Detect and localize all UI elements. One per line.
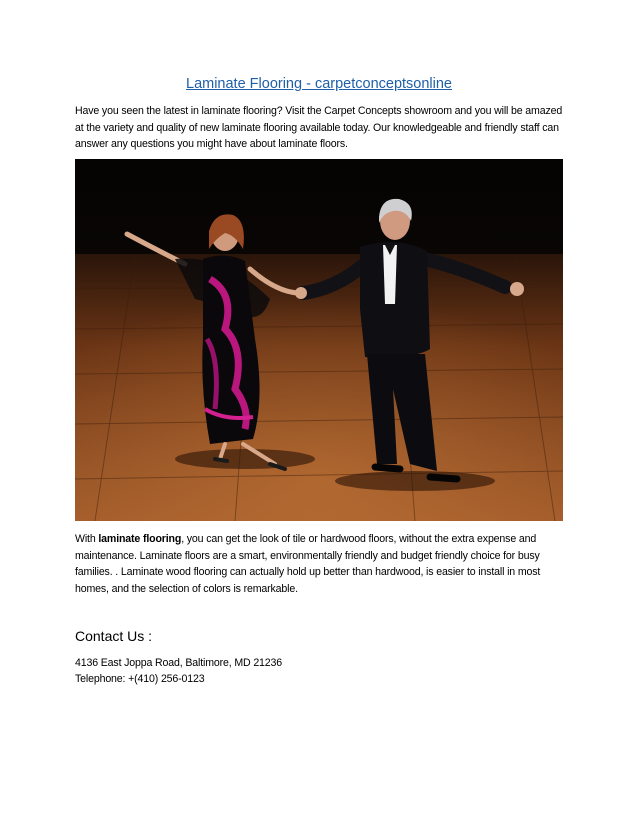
body-prefix: With [75,533,99,545]
dancing-couple-photo [75,159,563,521]
body-rest: , you can get the look of tile or hardwood floors, without the extra expense and maintenance. Laminate floors are a smart, environmentally friendly and budget friendly choice for busy families. . Laminate wood flooring can actually hold up better than hardwood, is easier to install in most homes, and the selection of colors is remarkable. [75,533,541,595]
contact-address: 4136 East Joppa Road, Baltimore, MD 21236 [75,657,283,669]
intro-paragraph: Have you seen the latest in laminate flooring? Visit the Carpet Concepts showroom and you will be amazed at the variety and quality of new laminate flooring available today. Our knowledgeable and friendly staff can answer any questions you might have about laminate floors. [75,105,563,150]
page-title-link[interactable]: Laminate Flooring - carpetconceptsonline [186,76,452,92]
contact-telephone: Telephone: +(410) 256-0123 [75,673,205,685]
contact-heading: Contact Us : [75,628,153,644]
body-keyword: laminate flooring [98,533,182,545]
body-paragraph [75,531,565,597]
